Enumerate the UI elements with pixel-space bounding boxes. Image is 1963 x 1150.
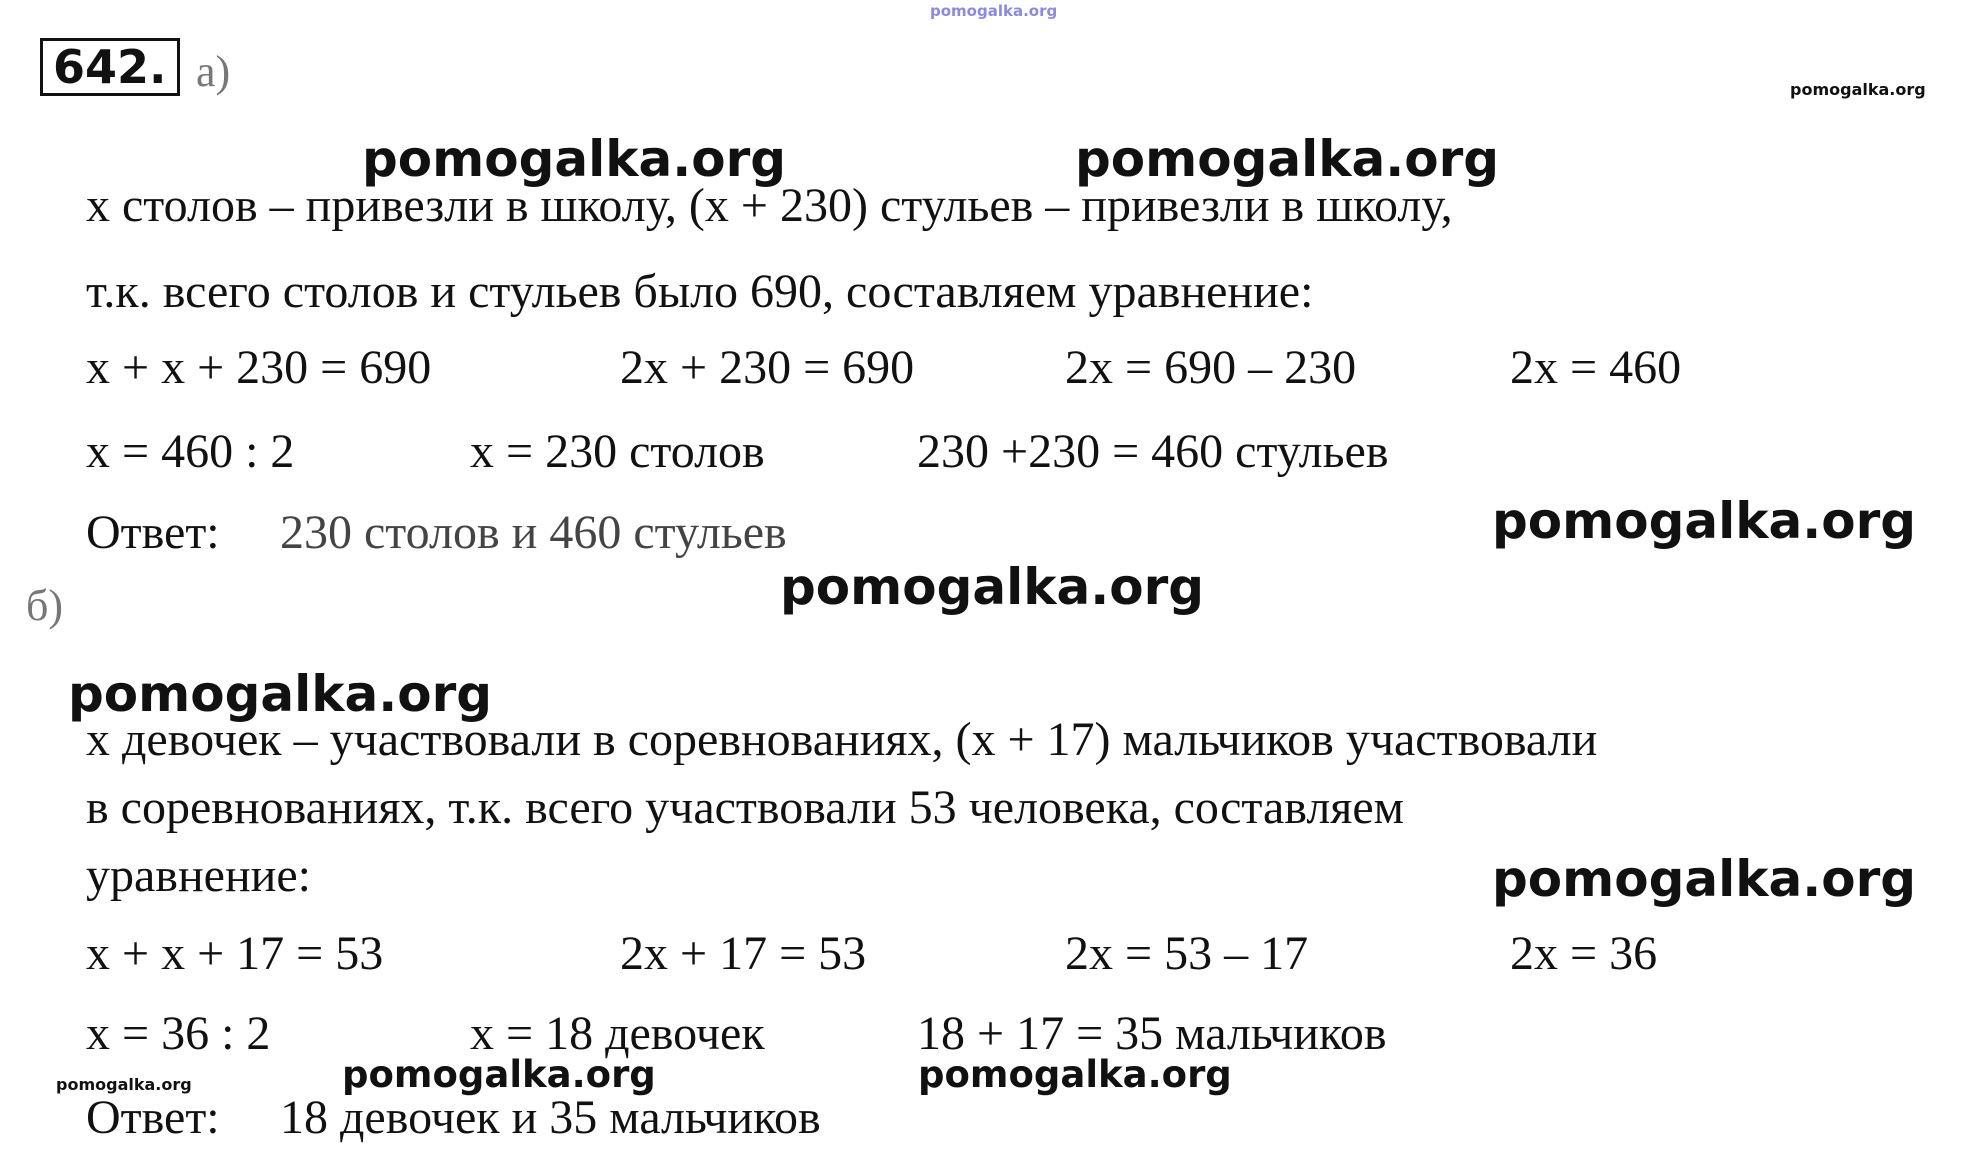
watermark-bottom-left: pomogalka.org — [56, 1075, 192, 1094]
part-a-answer-label: Ответ: — [86, 506, 220, 559]
watermark-a-left: pomogalka.org — [362, 130, 787, 188]
part-b-eq-7: 18 + 17 = 35 мальчиков — [917, 1007, 1387, 1060]
part-a-eq-2: 2x + 230 = 690 — [620, 341, 915, 394]
problem-number: 642. — [40, 38, 180, 96]
part-a-label: а) — [196, 47, 231, 96]
watermark-bottom-center-left: pomogalka.org — [342, 1053, 656, 1096]
part-a-eq-1: x + x + 230 = 690 — [86, 341, 432, 394]
part-b-answer-label: Ответ: — [86, 1091, 220, 1144]
watermark-b-right: pomogalka.org — [1492, 850, 1917, 908]
watermark-a-right: pomogalka.org — [1075, 130, 1500, 188]
part-a-line-2: т.к. всего столов и стульев было 690, составляем уравнение: — [86, 265, 1314, 318]
part-a-eq-5: x = 460 : 2 — [86, 425, 295, 478]
part-b-eq-3: 2x = 53 – 17 — [1065, 927, 1309, 980]
part-a-answer-text: 230 столов и 460 стульев — [280, 506, 787, 559]
part-a-eq-6: x = 230 столов — [470, 425, 765, 478]
watermark-bottom-center-right: pomogalka.org — [918, 1053, 1232, 1096]
part-b-eq-5: x = 36 : 2 — [86, 1007, 271, 1060]
part-b-line-3: уравнение: — [86, 849, 311, 902]
watermark-a-answer-right: pomogalka.org — [1492, 492, 1917, 550]
part-b-eq-2: 2x + 17 = 53 — [620, 927, 867, 980]
part-b-label: б) — [26, 581, 64, 630]
watermark-top-right: pomogalka.org — [1790, 80, 1926, 99]
part-a-eq-7: 230 +230 = 460 стульев — [917, 425, 1389, 478]
part-b-answer-text: 18 девочек и 35 мальчиков — [280, 1091, 821, 1144]
watermark-b-left: pomogalka.org — [68, 665, 493, 723]
watermark-top-center: pomogalka.org — [930, 2, 1058, 20]
part-a-eq-4: 2x = 460 — [1510, 341, 1682, 394]
part-b-line-2: в соревнованиях, т.к. всего участвовали 53 человека, составляем — [86, 781, 1405, 834]
part-b-eq-1: x + x + 17 = 53 — [86, 927, 384, 980]
watermark-between-parts: pomogalka.org — [780, 558, 1205, 616]
part-a-line-1: x столов – привезли в школу, (x + 230) стульев – привезли в школу, — [86, 179, 1453, 232]
part-b-line-1: x девочек – участвовали в соревнованиях, (x + 17) мальчиков участвовали — [86, 713, 1598, 766]
part-b-eq-6: x = 18 девочек — [470, 1007, 765, 1060]
part-a-eq-3: 2x = 690 – 230 — [1065, 341, 1357, 394]
part-b-eq-4: 2x = 36 — [1510, 927, 1658, 980]
